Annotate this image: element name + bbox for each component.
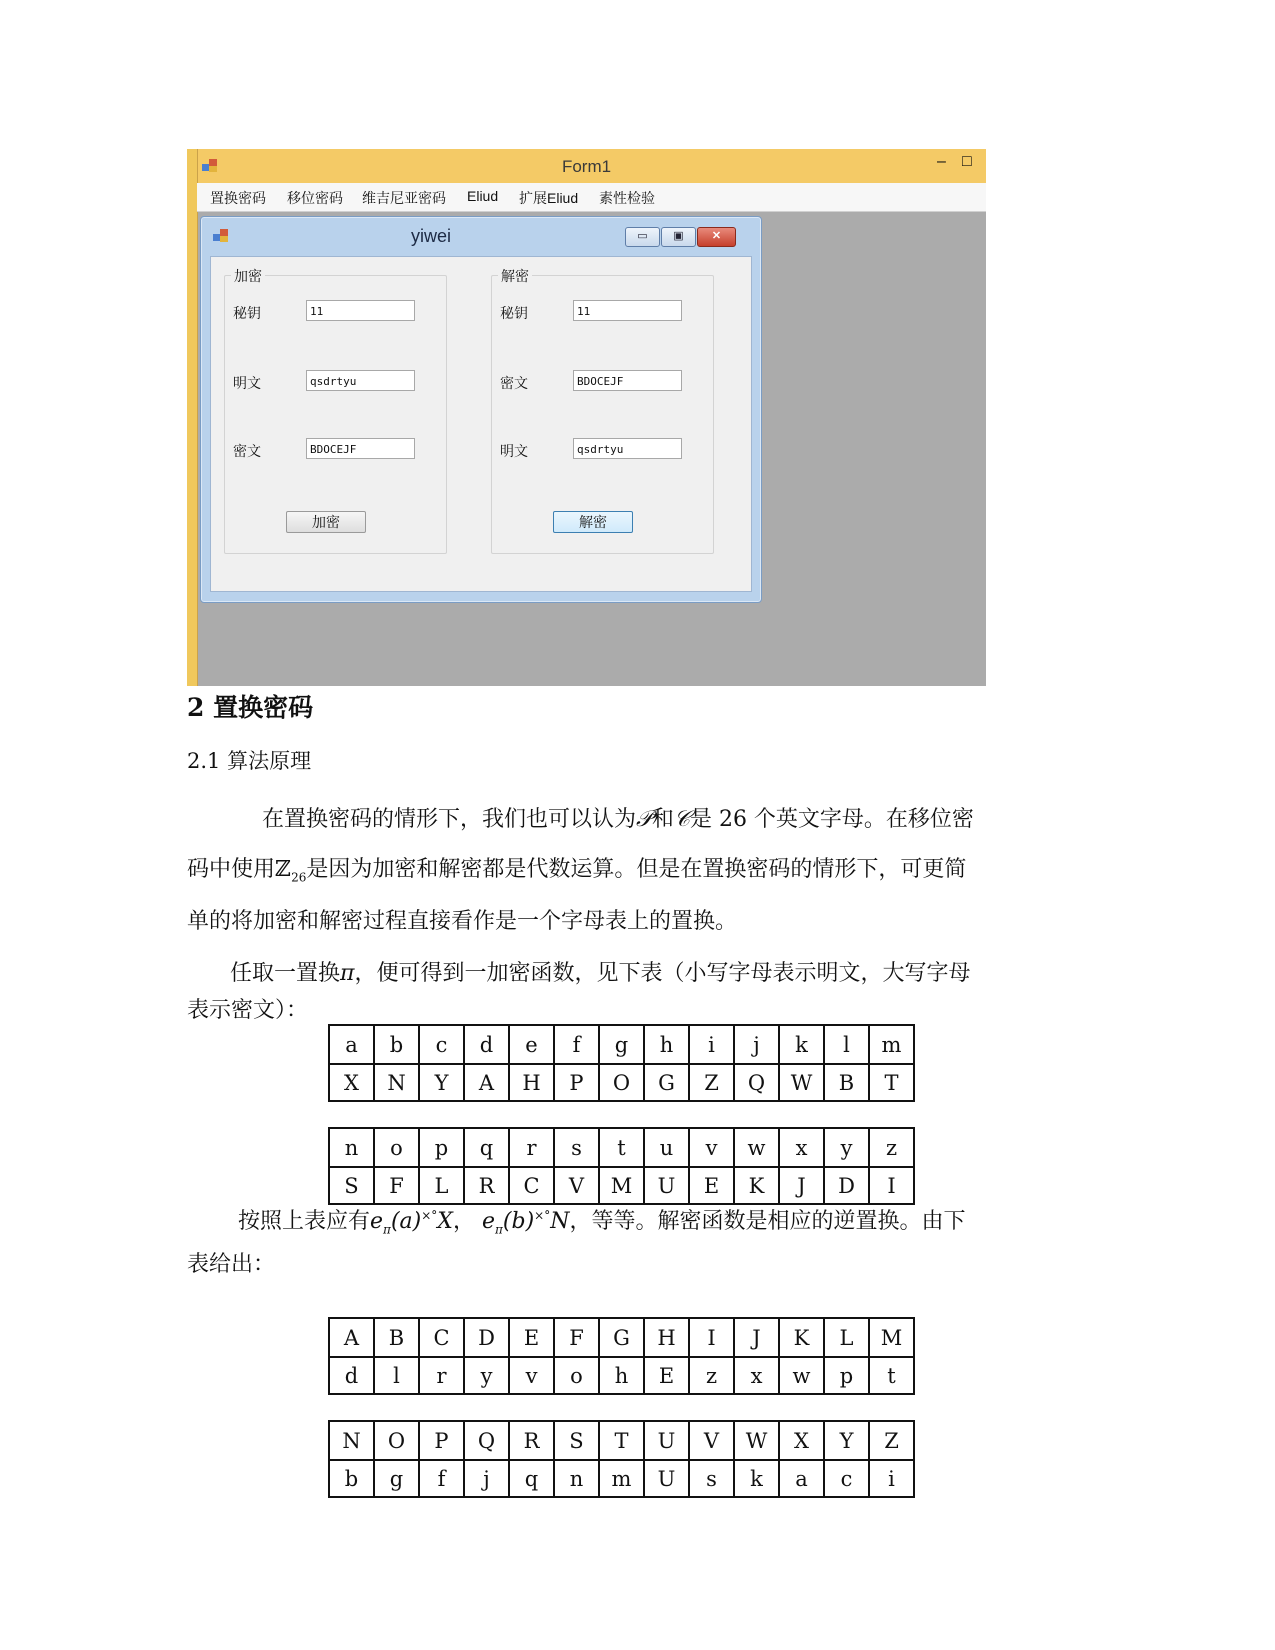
table-cell: R	[509, 1421, 554, 1460]
encrypt-plain-label: 明文	[233, 375, 261, 391]
table-cell: x	[734, 1357, 779, 1394]
table-cell: f	[419, 1460, 464, 1497]
table-cell: j	[464, 1460, 509, 1497]
table-cell: Z	[869, 1421, 914, 1460]
encrypt-plain-input[interactable]: qsdrtyu	[306, 370, 415, 391]
decrypt-key-input[interactable]: 11	[573, 300, 682, 321]
table-cell: X	[779, 1421, 824, 1460]
decrypt-button[interactable]: 解密	[553, 511, 633, 533]
para1-line2	[187, 852, 1067, 884]
table-cell: I	[869, 1167, 914, 1204]
table-cell: B	[824, 1064, 869, 1101]
table-cell: F	[374, 1167, 419, 1204]
minimize-button[interactable]: –	[937, 153, 946, 170]
table-cell: L	[419, 1167, 464, 1204]
table-cell: q	[464, 1128, 509, 1167]
table-cell: B	[374, 1318, 419, 1357]
table-cell: T	[869, 1064, 914, 1101]
decrypt-group-title: 解密	[498, 266, 532, 286]
table-cell: u	[644, 1128, 689, 1167]
decrypt-cipher-input[interactable]: BDOCEJF	[573, 370, 682, 391]
table-cell: O	[374, 1421, 419, 1460]
table-cell: A	[464, 1064, 509, 1101]
table-cell: M	[599, 1167, 644, 1204]
para1-text-c: 是 26 个英文字母。在移位密	[689, 807, 974, 832]
table-cell: A	[329, 1318, 374, 1357]
table-row	[329, 1460, 914, 1497]
table-cell: c	[419, 1025, 464, 1064]
menu-item-primality[interactable]: 素性检验	[599, 190, 655, 206]
table-cell: Z	[689, 1064, 734, 1101]
table-cell: S	[329, 1167, 374, 1204]
table-cell: o	[374, 1128, 419, 1167]
child-client-area	[210, 256, 752, 592]
symbol-pi: π	[340, 961, 355, 986]
table-cell: l	[824, 1025, 869, 1064]
window-border	[187, 149, 198, 686]
table-cell: m	[599, 1460, 644, 1497]
table-cell: X	[329, 1064, 374, 1101]
table-cell: D	[464, 1318, 509, 1357]
child-close-button[interactable]: ✕	[697, 227, 736, 247]
table-cell: b	[329, 1460, 374, 1497]
table-cell: v	[509, 1357, 554, 1394]
table-cell: a	[329, 1025, 374, 1064]
table-cell: H	[644, 1318, 689, 1357]
maximize-button[interactable]: □	[962, 153, 972, 170]
table-cell: s	[689, 1460, 734, 1497]
encrypt-key-label: 秘钥	[233, 305, 261, 321]
table-cell: y	[824, 1128, 869, 1167]
child-minimize-button[interactable]: ▭	[625, 227, 660, 247]
table-cell: L	[824, 1318, 869, 1357]
para2-text-b: ，便可得到一加密函数，见下表（小写字母表示明文，大写字母	[354, 961, 971, 986]
table-cell: W	[779, 1064, 824, 1101]
decrypt-group	[491, 268, 714, 554]
encrypt-group	[224, 268, 447, 554]
table-row	[329, 1167, 914, 1204]
table-cell: q	[509, 1460, 554, 1497]
menu-item-vigenere[interactable]: 维吉尼亚密码	[362, 190, 446, 206]
table-cell: G	[644, 1064, 689, 1101]
table-cell: y	[464, 1357, 509, 1394]
decrypt-plain-output[interactable]: qsdrtyu	[573, 438, 682, 459]
para2-line1	[230, 956, 1110, 987]
table-cell: C	[509, 1167, 554, 1204]
table-cell: v	[689, 1128, 734, 1167]
symbol-C: 𝒞	[673, 807, 690, 832]
table-row	[329, 1128, 914, 1167]
table-cell: z	[689, 1357, 734, 1394]
para2-line2: 表示密文）：	[187, 998, 309, 1023]
child-titlebar	[201, 217, 761, 253]
table-cell: n	[554, 1460, 599, 1497]
table-cell: S	[554, 1421, 599, 1460]
table-cell: m	[869, 1025, 914, 1064]
table-cell: l	[374, 1357, 419, 1394]
table-cell: N	[374, 1064, 419, 1101]
symbol-Z-subscript: 26	[291, 870, 307, 885]
table-cell: a	[779, 1460, 824, 1497]
decrypt-table-2	[328, 1420, 915, 1498]
form-titlebar	[187, 149, 986, 183]
para3-text-b: ，等等。解密函数是相应的逆置换。由下	[569, 1209, 966, 1234]
table-cell: f	[554, 1025, 599, 1064]
eq2-sub: π	[495, 1222, 503, 1237]
decrypt-cipher-label: 密文	[500, 375, 528, 391]
table-cell: N	[329, 1421, 374, 1460]
table-cell: P	[419, 1421, 464, 1460]
para1-text-e: 是因为加密和解密都是代数运算。但是在置换密码的情形下，可更简	[306, 857, 967, 882]
eq1-sup: ×°	[421, 1208, 438, 1223]
table-cell: w	[734, 1128, 779, 1167]
encrypt-key-input[interactable]: 11	[306, 300, 415, 321]
table-cell: k	[779, 1025, 824, 1064]
table-cell: c	[824, 1460, 869, 1497]
para3-line1	[238, 1204, 1118, 1236]
decrypt-key-label: 秘钥	[500, 305, 528, 321]
table-cell: b	[374, 1025, 419, 1064]
encrypt-cipher-output[interactable]: BDOCEJF	[306, 438, 415, 459]
menu-bar	[197, 183, 986, 212]
table-cell: P	[554, 1064, 599, 1101]
encrypt-button[interactable]: 加密	[286, 511, 366, 533]
eq-separator: ，	[452, 1209, 475, 1234]
table-cell: G	[599, 1318, 644, 1357]
table-cell: W	[734, 1421, 779, 1460]
eq1-result: X	[437, 1209, 453, 1234]
encrypt-group-title: 加密	[231, 266, 265, 286]
table-cell: F	[554, 1318, 599, 1357]
table-cell: E	[644, 1357, 689, 1394]
table-cell: i	[869, 1460, 914, 1497]
eq1-sub: π	[383, 1222, 391, 1237]
table-cell: e	[509, 1025, 554, 1064]
para3-line2: 表给出：	[187, 1252, 276, 1277]
symbol-P: 𝒫	[636, 807, 652, 832]
app-screenshot	[187, 149, 986, 686]
table-cell: V	[554, 1167, 599, 1204]
eq2-e: e	[481, 1209, 496, 1234]
para1-line1	[262, 802, 1142, 833]
table-cell: x	[779, 1128, 824, 1167]
encrypt-table-1	[328, 1024, 915, 1102]
table-cell: K	[734, 1167, 779, 1204]
table-cell: H	[509, 1064, 554, 1101]
para1-text-a: 在置换密码的情形下，我们也可以认为	[262, 807, 637, 832]
table-row	[329, 1025, 914, 1064]
table-cell: p	[824, 1357, 869, 1394]
table-cell: Q	[734, 1064, 779, 1101]
table-cell: w	[779, 1357, 824, 1394]
table-cell: I	[689, 1318, 734, 1357]
decrypt-plain-label: 明文	[500, 443, 528, 459]
table-cell: d	[329, 1357, 374, 1394]
para1-text-b: 和	[651, 807, 674, 832]
table-cell: g	[599, 1025, 644, 1064]
table-cell: s	[554, 1128, 599, 1167]
table-cell: r	[509, 1128, 554, 1167]
table-cell: r	[419, 1357, 464, 1394]
table-cell: Q	[464, 1421, 509, 1460]
table-cell: p	[419, 1128, 464, 1167]
table-cell: h	[599, 1357, 644, 1394]
table-cell: Y	[419, 1064, 464, 1101]
child-app-icon	[213, 229, 229, 243]
table-cell: R	[464, 1167, 509, 1204]
table-cell: K	[779, 1318, 824, 1357]
para1-text-d: 码中使用	[187, 857, 276, 882]
table-cell: j	[734, 1025, 779, 1064]
child-maximize-button[interactable]: ▣	[661, 227, 696, 247]
para1-line3: 单的将加密和解密过程直接看作是一个字母表上的置换。	[187, 909, 738, 934]
table-cell: J	[779, 1167, 824, 1204]
table-cell: i	[689, 1025, 734, 1064]
child-title: yiwei	[411, 226, 452, 246]
table-cell: M	[869, 1318, 914, 1357]
table-cell: C	[419, 1318, 464, 1357]
table-cell: n	[329, 1128, 374, 1167]
table-cell: h	[644, 1025, 689, 1064]
eq2-sup: ×°	[534, 1208, 551, 1223]
menu-item-ext-eliud[interactable]: 扩展Eliud	[519, 190, 579, 206]
table-cell: O	[599, 1064, 644, 1101]
child-window	[200, 216, 762, 603]
table-row	[329, 1318, 914, 1357]
table-row	[329, 1421, 914, 1460]
eq1-e: e	[370, 1209, 384, 1234]
table-cell: t	[869, 1357, 914, 1394]
eq1-arg: (a)	[390, 1209, 422, 1234]
table-cell: g	[374, 1460, 419, 1497]
table-cell: o	[554, 1357, 599, 1394]
table-cell: t	[599, 1128, 644, 1167]
decrypt-table-1	[328, 1317, 915, 1395]
menu-item-substitution[interactable]: 置换密码	[210, 190, 266, 206]
subsection-heading: 2.1 算法原理	[187, 749, 312, 773]
table-row	[329, 1064, 914, 1101]
eq2-arg: (b)	[502, 1209, 535, 1234]
para3-text-a: 按照上表应有	[238, 1209, 371, 1234]
table-cell: U	[644, 1421, 689, 1460]
eq2-result: N	[550, 1209, 570, 1234]
table-cell: E	[689, 1167, 734, 1204]
table-cell: d	[464, 1025, 509, 1064]
table-cell: J	[734, 1318, 779, 1357]
section-heading: 2 置换密码	[187, 693, 314, 722]
form-title: Form1	[561, 157, 612, 176]
encrypt-cipher-label: 密文	[233, 443, 261, 459]
symbol-Z: ℤ	[275, 857, 292, 882]
table-row	[329, 1357, 914, 1394]
table-cell: U	[644, 1460, 689, 1497]
table-cell: V	[689, 1421, 734, 1460]
table-cell: U	[644, 1167, 689, 1204]
table-cell: T	[599, 1421, 644, 1460]
encrypt-table-2	[328, 1127, 915, 1205]
menu-item-eliud[interactable]: Eliud	[467, 188, 499, 204]
table-cell: E	[509, 1318, 554, 1357]
para2-text-a: 任取一置换	[230, 961, 341, 986]
table-cell: Y	[824, 1421, 869, 1460]
table-cell: z	[869, 1128, 914, 1167]
table-cell: D	[824, 1167, 869, 1204]
table-cell: k	[734, 1460, 779, 1497]
menu-item-shift[interactable]: 移位密码	[287, 190, 343, 206]
